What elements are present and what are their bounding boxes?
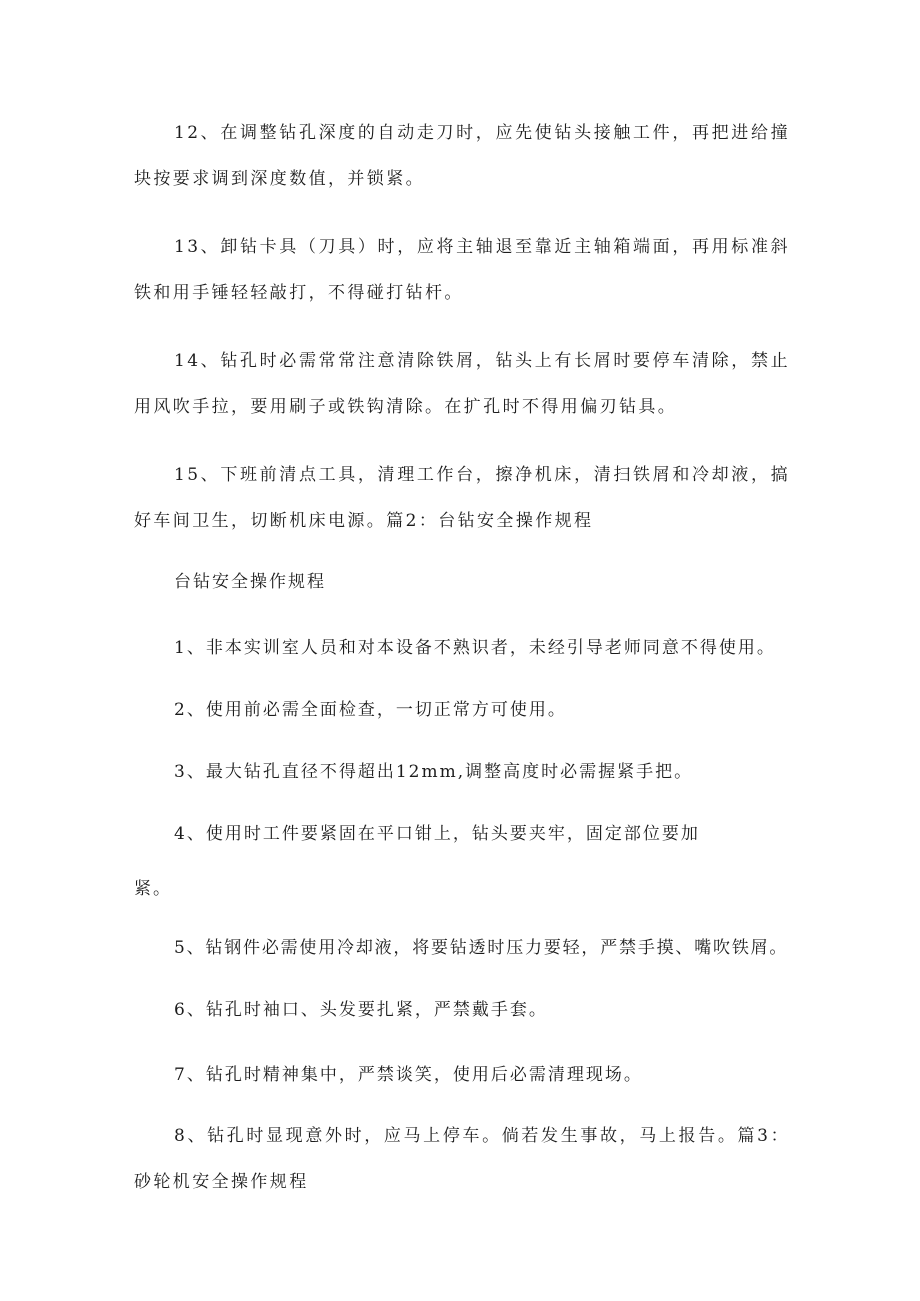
paragraph-1: 1、非本实训室人员和对本设备不熟识者，未经引导老师同意不得使用。 — [174, 638, 776, 658]
paragraph-12: 12、在调整钻孔深度的自动走刀时，应先使钻头接触工件，再把进给撞块按要求调到深度数值，并锁紧。 — [134, 123, 790, 189]
paragraph-7: 7、钻孔时精神集中，严禁谈笑，使用后必需清理现场。 — [174, 1065, 643, 1085]
paragraph-4: 4、使用时工件要紧固在平口钳上，钻头要夹牢，固定部位要加 — [174, 824, 700, 844]
paragraph-4-continuation: 紧。 — [134, 879, 172, 899]
paragraph-5: 5、钻钢件必需使用冷却液，将要钻透时压力要轻，严禁手摸、嘴吹铁屑。 — [174, 938, 789, 958]
paragraph-15: 15、下班前清点工具，清理工作台，擦净机床，清扫铁屑和冷却液，搞好车间卫生，切断机床电源。篇2：台钻安全操作规程 — [134, 465, 790, 531]
paragraph-3: 3、最大钻孔直径不得超出12mm,调整高度时必需握紧手把。 — [174, 762, 694, 782]
paragraph-8: 8、钻孔时显现意外时，应马上停车。倘若发生事故，马上报告。篇3：砂轮机安全操作规程 — [134, 1126, 790, 1192]
paragraph-13: 13、卸钻卡具（刀具）时，应将主轴退至靠近主轴箱端面，再用标准斜铁和用手锤轻轻敲打，不得碰打钻杆。 — [134, 237, 790, 303]
paragraph-14: 14、钻孔时必需常常注意清除铁屑，钻头上有长屑时要停车清除，禁止用风吹手拉，要用刷子或铁钩清除。在扩孔时不得用偏刃钻具。 — [134, 351, 790, 417]
section-heading: 台钻安全操作规程 — [174, 572, 326, 592]
paragraph-2: 2、使用前必需全面检查，一切正常方可使用。 — [174, 700, 567, 720]
paragraph-6: 6、钻孔时袖口、头发要扎紧，严禁戴手套。 — [174, 1000, 548, 1020]
